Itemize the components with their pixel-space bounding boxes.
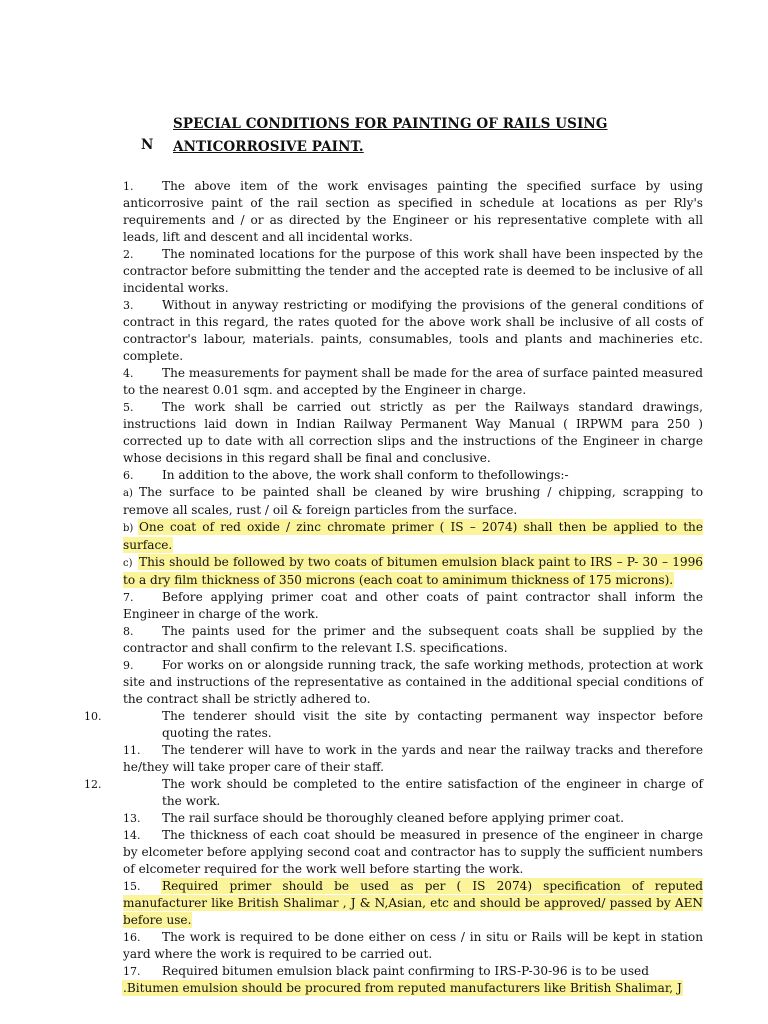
list-item: 13. The rail surface should be thoroughly cleaned before applying primer coat.: [123, 811, 625, 825]
list-item: 11. The tenderer will have to work in the yards and near the railway tracks and therefore he/they will take proper care of their staff.: [123, 743, 703, 774]
title-line-1: SPECIAL CONDITIONS FOR PAINTING OF RAILS USING: [173, 116, 608, 132]
list-item: a) The surface to be painted shall be cleaned by wire brushing / chipping, scrapping to remove all scales, rust / oil & foreign particles from the surface.: [123, 485, 703, 517]
list-item: 16. The work is required to be done either on cess / in situ or Rails will be kept in station yard where the work is required to be carried out.: [123, 930, 703, 961]
list-item: 14. The thickness of each coat should be measured in presence of the engineer in charge by elcometer before applying second coat and contractor has to supply the sufficient numbers of elcometer required for the work well before starting the work.: [123, 828, 703, 876]
list-item: 7. Before applying primer coat and other coats of paint contractor shall inform the Engineer in charge of the work.: [123, 590, 703, 621]
list-item: 12. The work should be completed to the entire satisfaction of the engineer in charge of the work.: [84, 777, 703, 808]
list-item: 9. For works on or alongside running track, the safe working methods, protection at work site and instructions of the representative as contained in the additional special conditions of the contract shall be strictly adhered to.: [123, 658, 703, 706]
list-item-highlighted: 15. Required primer should be used as per ( IS 2074) specification of reputed manufacturer like British Shalimar , J & N,Asian, etc and should be approved/ passed by AEN before use.: [123, 879, 703, 927]
list-item-highlighted: .Bitumen emulsion should be procured from reputed manufacturers like British Shalimar, J: [123, 981, 682, 995]
list-item-highlighted: b) One coat of red oxide / zinc chromate primer ( IS – 2074) shall then be applied to the surface.: [123, 520, 703, 552]
list-item: 2. The nominated locations for the purpose of this work shall have been inspected by the contractor before submitting the tender and the accepted rate is deemed to be inclusive of all incidental works.: [123, 247, 703, 295]
list-item: 3. Without in anyway restricting or modifying the provisions of the general conditions of contract in this regard, the rates quoted for the above work shall be inclusive of all costs of contractor's labour, materials. paints, consumables, tools and plants and machineries etc. complete.: [123, 298, 703, 363]
list-item: 8. The paints used for the primer and the subsequent coats shall be supplied by the contractor and shall confirm to the relevant I.S. specifications.: [123, 624, 703, 655]
n-mark: N: [141, 137, 154, 153]
list-item: 5. The work shall be carried out strictly as per the Railways standard drawings, instructions laid down in Indian Railway Permanent Way Manual ( IRPWM para 250 ) corrected up to date with all correction slips and the instructions of the Engineer in charge whose decisions in this regard shall be final and conclusive.: [123, 400, 703, 465]
list-item-highlighted: c) This should be followed by two coats of bitumen emulsion black paint to IRS – P- 30 – 1996 to a dry film thickness of 350 microns (each coat to aminimum thickness of 175 microns).: [123, 555, 703, 587]
list-item: 1. The above item of the work envisages painting the specified surface by using anticorrosive paint of the rail section as specified in schedule at locations as per Rly's requirements and / or as directed by the Engineer or his representative complete with all leads, lift and descent and all incidental works.: [123, 179, 703, 244]
conditions-list: [84, 178, 703, 997]
list-item: 17. Required bitumen emulsion black paint confirming to IRS-P-30-96 is to be used: [123, 964, 649, 978]
list-item: 6. In addition to the above, the work shall conform to thefollowings:-: [123, 468, 569, 482]
title-line-2: ANTICORROSIVE PAINT.: [173, 139, 364, 155]
list-item: 4. The measurements for payment shall be made for the area of surface painted measured to the nearest 0.01 sqm. and accepted by the Engineer in charge.: [123, 366, 703, 397]
list-item: 10. The tenderer should visit the site by contacting permanent way inspector before quoting the rates.: [84, 709, 703, 740]
